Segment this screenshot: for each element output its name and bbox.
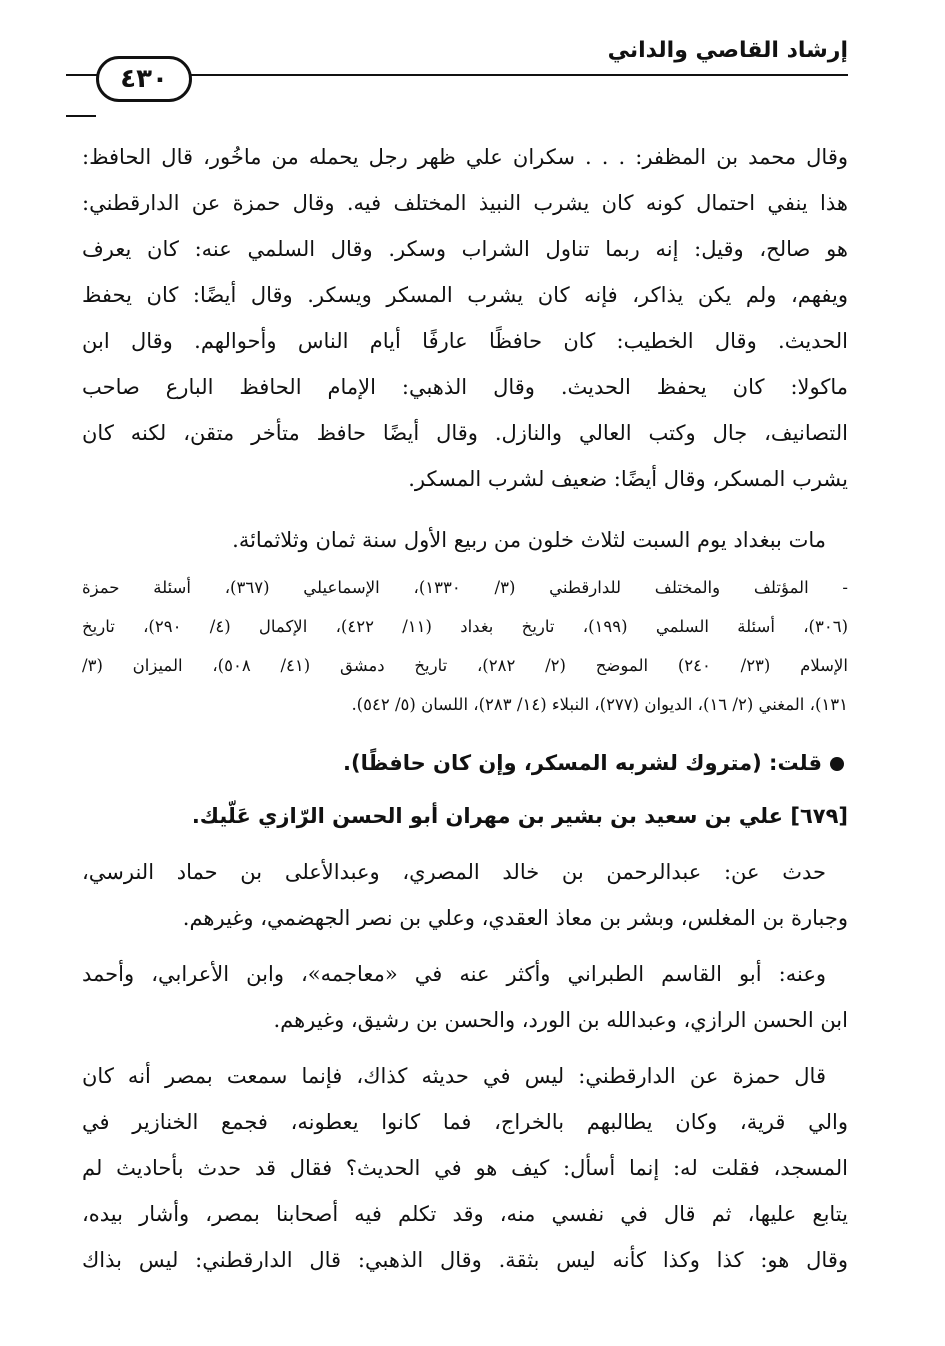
entry-heading-block	[82, 793, 848, 839]
text-line: حدث عن: عبدالرحمن بن خالد المصري، وعبدالأعلى بن حماد النرسي،	[82, 860, 826, 884]
text-line: ابن الحسن الرازي، وعبدالله بن الورد، والحسن بن رشيق، وغيرهم.	[273, 1008, 848, 1032]
bullet-icon	[830, 757, 844, 771]
students-paragraph	[82, 951, 848, 1043]
text-line: ويفهم، ولم يكن يذاكر، فإنه كان يشرب المسكر ويسكر. وقال أيضًا: كان يحفظ	[82, 283, 848, 307]
text-line: وقال محمد بن المظفر: . . . سكران علي ظهر رجل يحمله من ماخُور، قال الحافظ:	[82, 145, 848, 169]
page-header	[66, 30, 848, 106]
entry-heading: [٦٧٩] علي بن سعيد بن بشير بن مهران أبو الحسن الرّازي عَلّيك.	[191, 804, 848, 828]
text-line: قال حمزة عن الدارقطني: ليس في حديثه كذاك، فإنما سمعت بمصر أنه كان	[82, 1064, 826, 1088]
text-line: وقال هو: كذا وكذا كأنه ليس بثقة. وقال الذهبي: قال الدارقطني: ليس بذاك	[82, 1248, 848, 1272]
verdict-text: قلت: (متروك لشربه المسكر، وإن كان حافظًا).	[343, 751, 822, 775]
text-line: التصانيف، جال وكتب العالي والنازل. وقال أيضًا حافظ متأخر متقن، لكنه كان	[82, 421, 848, 445]
verdict-line	[82, 740, 848, 786]
text-line: وجبارة بن المغلس، وبشر بن معاذ العقدي، وعلي بن نصر الجهضمي، وغيرهم.	[182, 906, 848, 930]
text-line: يشرب المسكر، وقال أيضًا: ضعيف لشرب المسكر.	[408, 467, 848, 491]
text-line: هو صالح، وقيل: إنه ربما تناول الشراب وسكر. وقال السلمي عنه: كان يعرف	[82, 237, 848, 261]
text-line: هذا ينفي احتمال كونه كان يشرب النبيذ المختلف فيه. وقال حمزة عن الدارقطني:	[82, 191, 848, 215]
text-line: الحديث. وقال الخطيب: كان حافظًا عارفًا أيام الناس وأحوالهم. وقال ابن	[82, 329, 848, 353]
header-rule-short	[66, 115, 96, 117]
source-line: ١٣١)، المغني (٢/ ١٦)، الديوان (٢٧٧)، النبلاء (١٤/ ٢٨٣)، اللسان (٥/ ٥٤٢).	[351, 695, 848, 714]
text-line: المسجد، فقلت له: إنما أسأل: كيف هو في الحديث؟ فقال قد حدث بأحاديث لم	[82, 1156, 848, 1180]
page-number: ٤٣٠	[96, 56, 192, 102]
text-line: يتابع عليها، ثم قال في نفسي منه، وقد تكلم فيه أصحابنا بمصر، وأشار بيده،	[82, 1202, 848, 1226]
book-title: إرشاد القاصي والداني	[607, 38, 848, 63]
text-line: ماكولا: كان يحفظ الحديث. وقال الذهبي: الإمام الحافظ البارع صاحب	[82, 375, 848, 399]
text-line: وعنه: أبو القاسم الطبراني وأكثر عنه في «معاجمه»، وابن الأعرابي، وأحمد	[82, 962, 826, 986]
paragraph-criticism	[82, 1053, 848, 1283]
source-line: - المؤتلف والمختلف للدارقطني (٣/ ١٣٣٠)، الإسماعيلي (٣٦٧)، أسئلة حمزة	[82, 578, 848, 597]
source-line: الإسلام (٢٣/ ٢٤٠) الموضح (٢/ ٢٨٢)، تاريخ دمشق (٤١/ ٥٠٨)، الميزان (٣/	[82, 656, 848, 675]
death-note	[82, 517, 848, 563]
text-line: والي قرية، وكان يطالبهم بالخراج، فما كانوا يعطونه، فجمع الخنازير في	[82, 1110, 848, 1134]
verdict-block	[82, 740, 848, 786]
teachers-paragraph	[82, 849, 848, 941]
sources-list	[82, 568, 848, 724]
source-line: (٣٠٦)، أسئلة السلمي (١٩٩)، تاريخ بغداد (١١/ ٤٢٢)، الإكمال (٤/ ٢٩٠)، تاريخ	[82, 617, 848, 636]
paragraph-bio	[82, 134, 848, 502]
text-line: مات ببغداد يوم السبت لثلاث خلون من ربيع الأول سنة ثمان وثلاثمائة.	[232, 528, 826, 552]
